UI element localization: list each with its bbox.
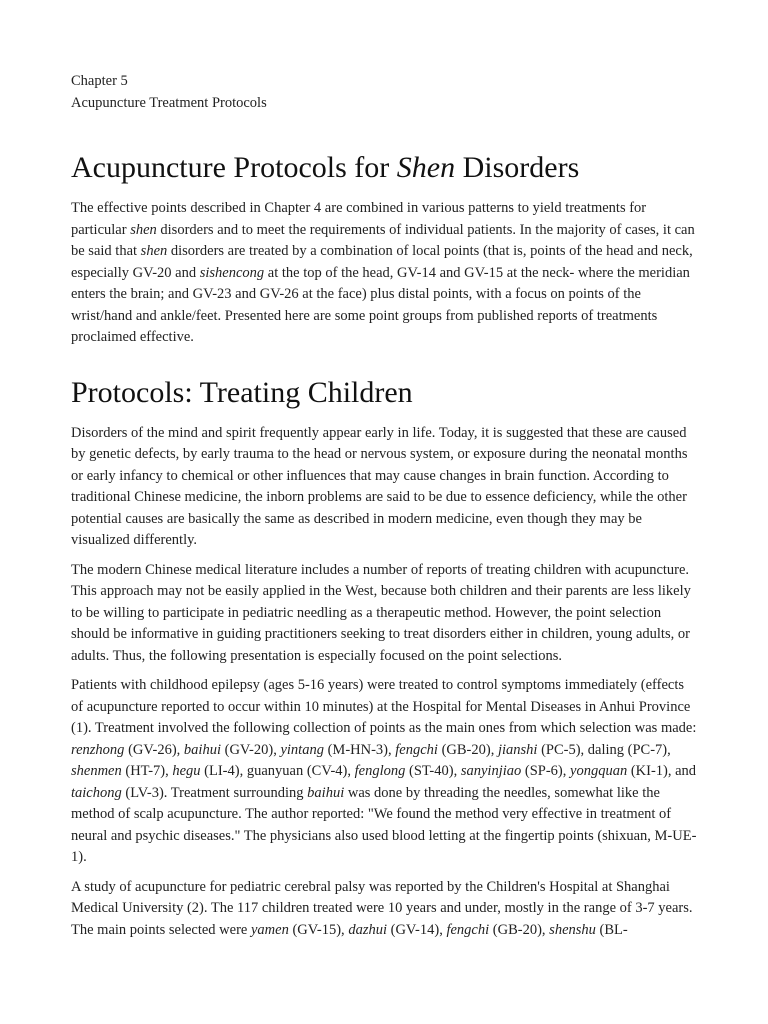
text-run: was done by threading the needles, somewhat like the method of scalp acupuncture. The author reported: "We found the method very effective in treatment of neural and psychic diseases." The physicians also used blood letting at the fingertip points (shixuan, M-UE-1). bbox=[71, 784, 697, 865]
italic-term: renzhong bbox=[71, 741, 125, 758]
italic-term: shenmen bbox=[71, 763, 122, 779]
italic-term: sanyinjiao bbox=[460, 763, 522, 779]
text-run: (KI-1), and bbox=[627, 763, 697, 779]
italic-term: Shen bbox=[396, 151, 456, 184]
italic-term: sishencong bbox=[199, 264, 265, 281]
section-paragraph-1 bbox=[71, 423, 697, 552]
text-run: Disorders bbox=[455, 151, 580, 184]
italic-term: fengchi bbox=[446, 921, 490, 938]
text-run: Patients with childhood epilepsy (ages 5-16 years) were treated to control symptoms immediately (effects of acupuncture reported to occur within 10 minutes) at the Hospital for Mental Diseases in Anhui Province (1). Treatment involved the following collection of points as the main ones from which selection was made: bbox=[71, 677, 697, 736]
text-run: (LI-4), guanyuan (CV-4), bbox=[200, 763, 355, 779]
text-run: (ST-40), bbox=[405, 763, 461, 779]
section-paragraph-4 bbox=[71, 877, 697, 942]
text-run: (LV-3). Treatment surrounding bbox=[121, 784, 308, 801]
text-run: (GV-15), bbox=[288, 921, 349, 938]
text-run: at the top of the head, GV-14 and GV-15 at the neck- where the meridian enters the brain; and GV-23 and GV-26 at the face) plus distal points, with a focus on points of the wrist/hand and ankle/feet. Presented here are some point groups from published reports of treatments proclaimed effective. bbox=[71, 264, 690, 345]
text-run: The effective points described in Chapter 4 are combined in various patterns to yield treatments for particular bbox=[71, 200, 647, 238]
text-run: (GV-14), bbox=[386, 921, 447, 938]
italic-term: shen bbox=[140, 243, 168, 259]
text-run: A study of acupuncture for pediatric cerebral palsy was reported by the Children's Hospital at Shanghai Medical University (2). The 117 children treated were 10 years and under, mostly in the range of 3-7 years. The main points selected were bbox=[71, 878, 693, 938]
text-run: (GB-20), bbox=[437, 741, 498, 758]
italic-term: yintang bbox=[280, 741, 324, 758]
italic-term: yamen bbox=[250, 921, 289, 938]
italic-term: fenglong bbox=[354, 763, 406, 779]
text-run: (GV-26), bbox=[124, 741, 184, 758]
italic-term: shenshu bbox=[549, 921, 596, 938]
chapter-number: Chapter 5 bbox=[71, 73, 128, 89]
section-paragraph-3 bbox=[71, 675, 697, 869]
italic-term: hegu bbox=[172, 763, 201, 779]
italic-term: taichong bbox=[71, 784, 122, 801]
text-run: Disorders of the mind and spirit frequently appear early in life. Today, it is suggested that these are caused by genetic defects, by early trauma to the head or nervous system, or exposure during the neonatal months or early infancy to chemical or other influences that may cause changes in brain function. According to traditional Chinese medicine, the inborn problems are said to be due to essence deficiency, while the other potential causes are basically the same as described in modern medicine, even though they may be visualized differently. bbox=[71, 424, 688, 548]
italic-term: fengchi bbox=[395, 741, 438, 758]
text-run: (PC-5), daling (PC-7), bbox=[537, 741, 671, 758]
text-run: disorders and to meet the requirements of individual patients. In the majority of cases, it can be said that bbox=[71, 221, 695, 259]
text-run: (SP-6), bbox=[521, 763, 571, 779]
page-title bbox=[71, 150, 697, 186]
italic-term: jianshi bbox=[497, 741, 538, 758]
text-run: (HT-7), bbox=[121, 763, 173, 779]
text-run: (BL- bbox=[595, 921, 628, 938]
italic-term: dazhui bbox=[348, 921, 387, 938]
text-run: (GV-20), bbox=[220, 741, 281, 758]
italic-term: baihui bbox=[307, 784, 345, 801]
section-paragraph-2 bbox=[71, 560, 697, 668]
section-title: Protocols: Treating Children bbox=[71, 375, 413, 409]
italic-term: baihui bbox=[183, 741, 221, 758]
italic-term: yongquan bbox=[570, 763, 628, 779]
text-run: (M-HN-3), bbox=[323, 741, 396, 758]
document-page bbox=[71, 71, 697, 949]
text-run: disorders are treated by a combination of local points (that is, points of the head and neck, especially GV-20 and bbox=[71, 243, 693, 281]
text-run: (GB-20), bbox=[489, 921, 550, 938]
intro-paragraph bbox=[71, 198, 697, 349]
text-run: The modern Chinese medical literature includes a number of reports of treating children with acupuncture. This approach may not be easily applied in the West, because both children and their parents are less likely to be willing to participate in pediatric needling as a therapeutic method. However, the point selection should be informative in guiding practitioners seeking to treat disorders either in children, young adults, or adults. Thus, the following presentation is especially focused on the point selections. bbox=[71, 561, 691, 664]
italic-term: shen bbox=[130, 221, 157, 238]
text-run: Acupuncture Protocols for bbox=[71, 151, 397, 184]
chapter-title: Acupuncture Treatment Protocols bbox=[71, 94, 267, 111]
